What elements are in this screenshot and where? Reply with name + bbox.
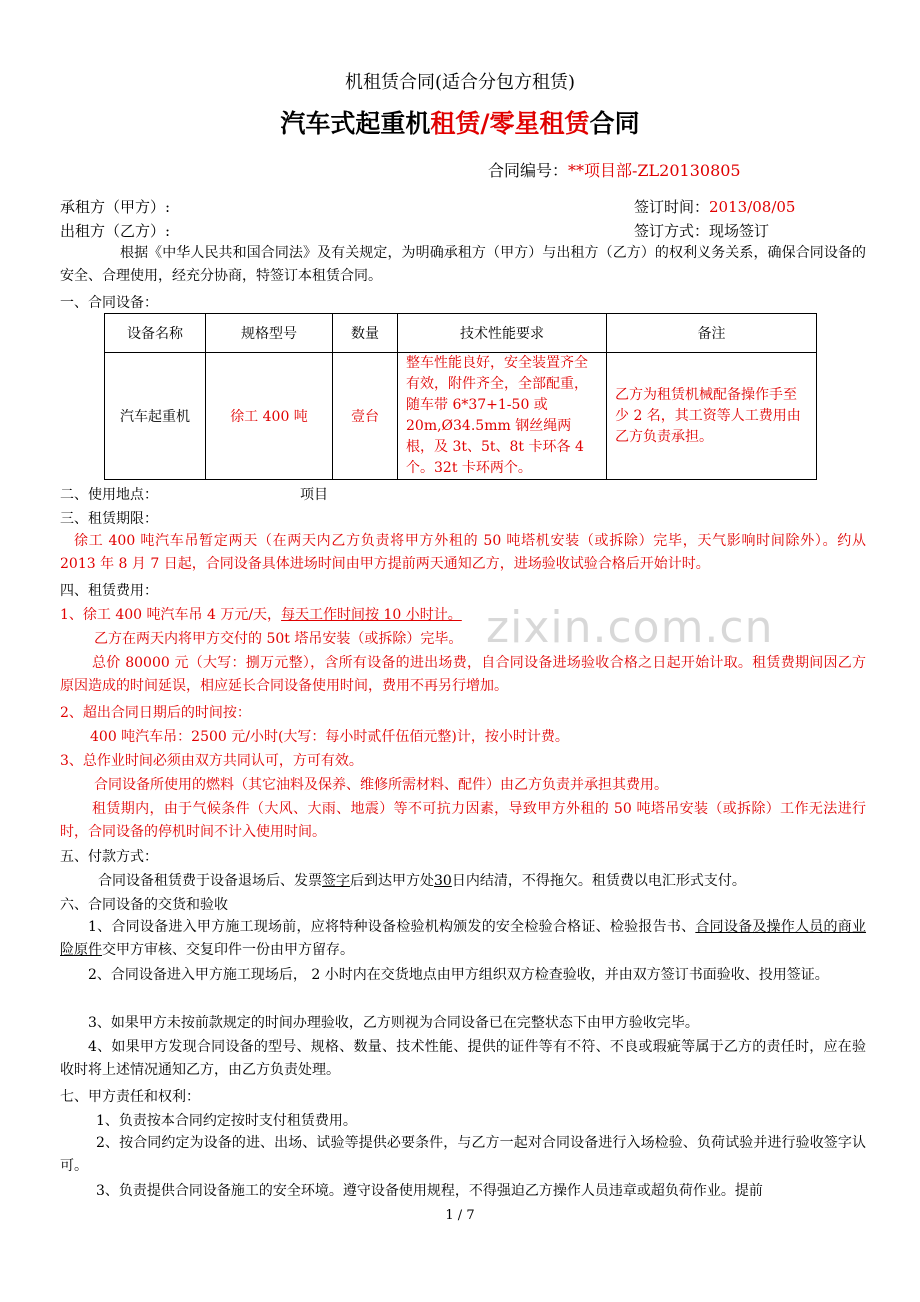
delivery-clause-1-c: 交甲方审核、交复印件一份由甲方留存。: [102, 942, 354, 958]
fee-item-2-rate: 400 吨汽车吊：2500 元/小时(大写：每小时贰仟伍佰元整)计，按小时计费。: [90, 729, 569, 745]
page-number: 1 / 7: [445, 1208, 475, 1223]
delivery-clause-2: 2、合同设备进入甲方施工现场后， 2 小时内在交货地点由甲方组织双方检查验收，并由双方签订书面验收、投用签证。: [88, 967, 829, 983]
table-header: 技术性能要求: [398, 314, 607, 353]
fee-total-text: 总价 80000 元（大写：捌万元整），含所有设备的进出场费，自合同设备进场验收合格之日起开始计取。租赁费期间因乙方原因造成的时间延误，相应延长合同设备使用时间，费用不再另行增加。: [60, 655, 866, 694]
payment-text-5: 日内结清，不得拖欠。租赁费以电汇形式支付。: [451, 873, 746, 889]
sign-method: 签订方式：现场签订: [634, 222, 770, 240]
table-row: [105, 353, 817, 480]
table-header-row: [105, 314, 817, 353]
title-part-2: 租赁/零星租赁: [430, 109, 590, 138]
delivery-clause-4: 4、如果甲方发现合同设备的型号、规格、数量、技术性能、提供的证件等有不符、不良或瑕疵等属于乙方的责任时，应在验收时将上述情况通知乙方，由乙方负责处理。: [60, 1039, 866, 1078]
delivery-clause-1-b: 合同设备及操作人员的商业险原件: [60, 919, 867, 958]
table-header: 规格型号: [206, 314, 333, 353]
table-header: 设备名称: [105, 314, 206, 353]
equipment-quantity: 壹台: [333, 353, 398, 480]
equipment-model: 徐工 400 吨: [206, 353, 333, 480]
fee-item-3: 3、总作业时间必须由双方共同认可，方可有效。: [60, 753, 363, 769]
contract-number-label: 合同编号：: [488, 161, 569, 180]
usage-location: 项目: [300, 487, 328, 503]
delivery-clause-1-a: 1、合同设备进入甲方施工现场前，应将特种设备检验机构颁发的安全检验合格证、检验报告书、: [88, 919, 696, 935]
section-2-title: 二、使用地点：: [60, 487, 158, 503]
fee-item-1-hours: 每天工作时间按 10 小时计。: [281, 607, 462, 623]
fee-item-1-scope: 乙方在两天内将甲方交付的 50t 塔吊安装（或拆除）完毕。: [94, 631, 463, 647]
sign-time-value: 2013/08/05: [709, 198, 796, 216]
sign-time-label: 签订时间：: [634, 198, 710, 216]
section-7-title: 七、甲方责任和权利：: [60, 1089, 200, 1105]
lessee-label: 承租方（甲方）:: [60, 198, 171, 216]
table-header: 数量: [333, 314, 398, 353]
equipment-table: [104, 313, 817, 480]
lessor-label: 出租方（乙方）:: [60, 222, 171, 240]
lease-term-text: 徐工 400 吨汽车吊暂定两天（在两天内乙方负责将甲方外租的 50 吨塔机安装（或拆除）完毕，天气影响时间除外）。约从 2013 年 8 月 7 日起，合同设备具体进场时间由甲方提前两天通知乙方，进场验收试验合格后开始计时。: [60, 533, 866, 572]
party-a-duty-2: 2、按合同约定为设备的进、出场、试验等提供必要条件，与乙方一起对合同设备进行入场检验、负荷试验并进行验收签字认可。: [60, 1135, 866, 1174]
equipment-remarks: 乙方为租赁机械配备操作手至少 2 名，其工资等人工费用由乙方负责承担。: [607, 353, 817, 480]
document-supertitle: 机租赁合同(适合分包方租赁): [344, 72, 576, 93]
table-header: 备注: [607, 314, 817, 353]
fee-item-1-text: 1、徐工 400 吨汽车吊 4 万元/天，: [60, 607, 282, 623]
delivery-clause-1: [60, 916, 866, 962]
contract-number-value: **项目部-ZL20130805: [568, 161, 741, 180]
fee-item-2: 2、超出合同日期后的时间按：: [60, 705, 251, 721]
intro-paragraph: 根据《中华人民共和国合同法》及有关规定，为明确承租方（甲方）与出租方（乙方）的权利义务关系，确保合同设备的安全、合理使用，经充分协商，特签订本租赁合同。: [60, 245, 866, 284]
section-6-title: 六、合同设备的交货和验收: [60, 897, 228, 913]
equipment-name: 汽车起重机: [105, 353, 206, 480]
payment-text: [98, 870, 746, 890]
section-5-title: 五、付款方式：: [60, 849, 158, 865]
fee-item-3-force-majeure: 租赁期内，由于气候条件（大风、大雨、地震）等不可抗力因素，导致甲方外租的 50 吨塔吊安装（或拆除）工作无法进行时，合同设备的停机时间不计入使用时间。: [60, 801, 866, 840]
payment-text-1: 合同设备租赁费于设备退场后、发票: [98, 873, 322, 889]
section-4-title: 四、租赁费用：: [60, 583, 158, 599]
section-1-title: 一、合同设备：: [60, 295, 158, 311]
title-part-1: 汽车式起重机: [280, 109, 431, 138]
fee-item-3-fuel: 合同设备所使用的燃料（其它油料及保养、维修所需材料、配件）由乙方负责并承担其费用。: [94, 777, 668, 793]
delivery-clause-3: 3、如果甲方未按前款规定的时间办理验收，乙方则视为合同设备已在完整状态下由甲方验收完毕。: [88, 1015, 699, 1031]
title-part-3: 合同: [589, 109, 640, 138]
sign-time: [634, 196, 795, 217]
payment-text-2: 签字: [322, 873, 350, 889]
document-title: [0, 104, 920, 140]
party-a-duty-1: 1、负责按本合同约定按时支付租赁费用。: [96, 1113, 357, 1129]
contract-number: [488, 158, 741, 181]
section-3-title: 三、租赁期限：: [60, 511, 158, 527]
fee-item-1: [60, 604, 462, 624]
payment-days: 30: [434, 873, 452, 889]
payment-text-3: 后到达甲方处: [350, 873, 434, 889]
equipment-tech-requirements: 整车性能良好，安全装置齐全有效，附件齐全，全部配重，随车带 6*37+1-50 或 20m,Ø34.5mm 钢丝绳两根，及 3t、5t、8t 卡环各 4 个。32t 卡环两个。: [398, 353, 607, 480]
watermark: zixin.com.cn: [486, 602, 774, 653]
party-a-duty-3: 3、负责提供合同设备施工的安全环境。遵守设备使用规程，不得强迫乙方操作人员违章或超负荷作业。提前: [96, 1183, 763, 1199]
